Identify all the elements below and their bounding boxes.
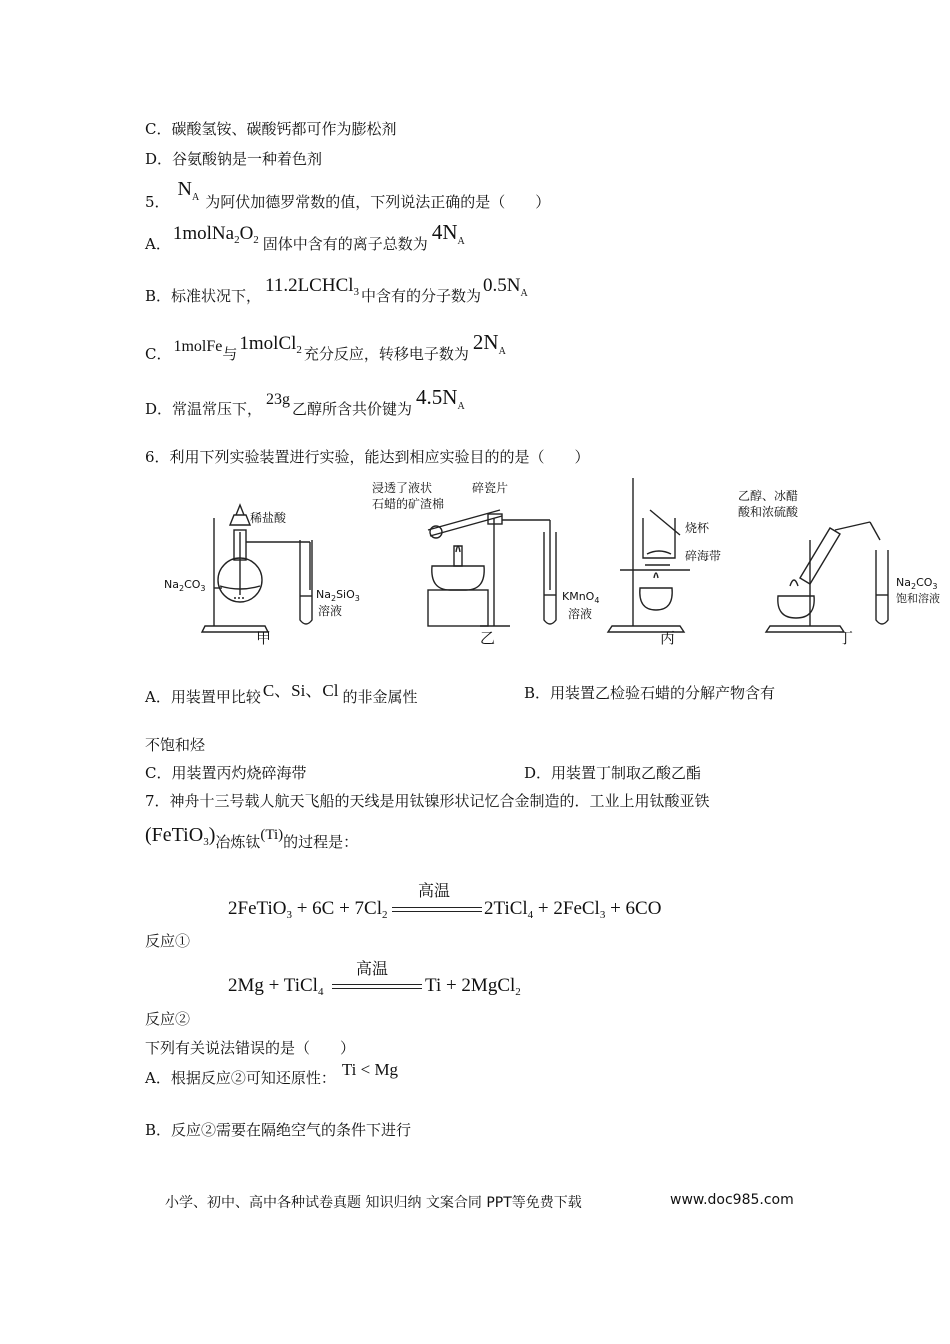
q5a-formula: $1molNa_2O_2$ [172, 223, 259, 246]
label-jia-tube: $Na_2SiO_3$ [316, 588, 360, 603]
apparatus-ding [766, 522, 888, 632]
q7-question: 下列有关说法错误的是（ ） [145, 1039, 356, 1057]
caption-yi: 乙 [480, 629, 496, 647]
label-ding-tube1: $Na_2CO_3$ [896, 576, 938, 591]
reaction2-right: Ti + 2MgCl$_2$ [425, 975, 521, 998]
q5d-value: $4.5N_A$ [416, 385, 465, 412]
q7-stem-line2: (FeTiO$_3$)冶炼钛(Ti)的过程是： [145, 824, 359, 851]
reaction2-label: 反应② [145, 1010, 191, 1028]
q5c-formula2: 1molCl$_2$ [239, 333, 302, 356]
caption-bing: 丙 [660, 629, 676, 647]
experiment-apparatus-figure [150, 470, 940, 650]
reaction1-arrow [392, 907, 482, 912]
label-jia-salt: $Na_2CO_3$ [164, 578, 206, 593]
q7-option-b: B．反应②需要在隔绝空气的条件下进行 [145, 1121, 412, 1139]
q5-option-b: B．标准状况下， 11.2LCHCl$_3$ 中含有的分子数为 $0.5N_A$ [145, 275, 528, 305]
q5b-value: $0.5N_A$ [483, 275, 528, 299]
reaction1-right: 2TiCl$_4$ + 2FeCl$_3$ + 6CO [484, 898, 662, 921]
reaction2-left: 2Mg + TiCl$_4$ [228, 975, 324, 998]
q7-option-a: A．根据反应②可知还原性： Ti < Mg [145, 1060, 399, 1087]
caption-ding: 丁 [838, 629, 854, 647]
label-bing-kelp: 碎海带 [685, 549, 722, 563]
q5-option-a: A． $1molNa_2O_2$ 固体中含有的离子总数为 $4N_A$ [145, 220, 465, 253]
footer-site-link[interactable]: www.doc985.com [670, 1192, 794, 1208]
reaction1-left: 2FeTiO$_3$ + $6C + 7Cl_2$ [228, 898, 388, 921]
q6-option-c: C．用装置丙灼烧碎海带 [145, 764, 307, 782]
apparatus-bing [608, 478, 690, 632]
reaction1-label: 反应① [145, 932, 191, 950]
label-bing-beaker: 烧杯 [685, 521, 710, 535]
q4-option-c: C．碳酸氢铵、碳酸钙都可作为膨松剂 [145, 120, 397, 138]
q5b-formula: 11.2LCHCl$_3$ [265, 275, 360, 298]
q7-fetio3: (FeTiO$_3$) [145, 824, 216, 848]
q6a-elements: C、Si、Cl [262, 681, 339, 700]
label-yi-cotton2: 石蜡的矿渣棉 [372, 497, 445, 511]
label-jia-tube-line2: 溶液 [318, 604, 343, 618]
q5-option-c: C． 1molFe与 1molCl$_2$ 充分反应，转移电子数为 $2N_A$ [145, 330, 506, 363]
label-yi-chips: 碎瓷片 [472, 481, 509, 495]
q5-stem: 为阿伏加德罗常数的值，下列说法正确的是（ ） [205, 193, 551, 211]
reaction2-condition: 高温 [356, 959, 389, 978]
q5c-formula1: 1molFe [173, 338, 223, 355]
label-ding-tube2: 饱和溶液 [896, 592, 940, 605]
q6-option-b-continued: 不饱和烃 [145, 736, 206, 754]
q5c-value: $2N_A$ [472, 330, 506, 357]
q5a-value: $4N_A$ [431, 220, 465, 247]
label-ding-reagent2: 酸和浓硫酸 [738, 505, 799, 519]
q7-stem: 7．神舟十三号载人航天飞船的天线是用钛镍形状记忆合金制造的．工业上用钛酸亚铁 [145, 792, 710, 810]
label-yi-cotton1: 浸透了液状 [372, 481, 433, 495]
label-jia-acid: 稀盐酸 [250, 511, 287, 525]
q5-option-d: D．常温常压下，23g乙醇所含共价键为 $4.5N_A$ [145, 385, 465, 418]
apparatus-yi [428, 510, 556, 626]
q5-number: 5． [145, 193, 170, 211]
q7a-formula: Ti < Mg [341, 1060, 399, 1079]
q5-stem-line [145, 178, 551, 215]
reaction2-arrow [332, 984, 422, 989]
q7-ti: (Ti) [260, 827, 284, 843]
footer-text: 小学、初中、高中各种试卷真题 知识归纳 文案合同 PPT等免费下载 [165, 1195, 582, 1211]
q6-stem: 6．利用下列实验装置进行实验，能达到相应实验目的的是（ ） [145, 448, 590, 466]
label-yi-tube2: 溶液 [568, 607, 593, 621]
caption-jia: 甲 [256, 629, 272, 647]
q6-option-b: B．用装置乙检验石蜡的分解产物含有 [524, 684, 776, 702]
na-symbol: $N_A$ [177, 178, 200, 203]
label-ding-reagent1: 乙醇、冰醋 [738, 489, 799, 503]
reaction1-condition: 高温 [418, 881, 451, 900]
q5d-formula: 23g [266, 391, 291, 408]
q4-option-d: D．谷氨酸钠是一种着色剂 [145, 150, 323, 168]
q6-option-a: A．用装置甲比较 C、Si、Cl 的非金属性 [145, 681, 418, 706]
q6-option-d: D．用装置丁制取乙酸乙酯 [524, 764, 702, 782]
label-yi-tube1: KMnO$_4$ [562, 590, 600, 605]
